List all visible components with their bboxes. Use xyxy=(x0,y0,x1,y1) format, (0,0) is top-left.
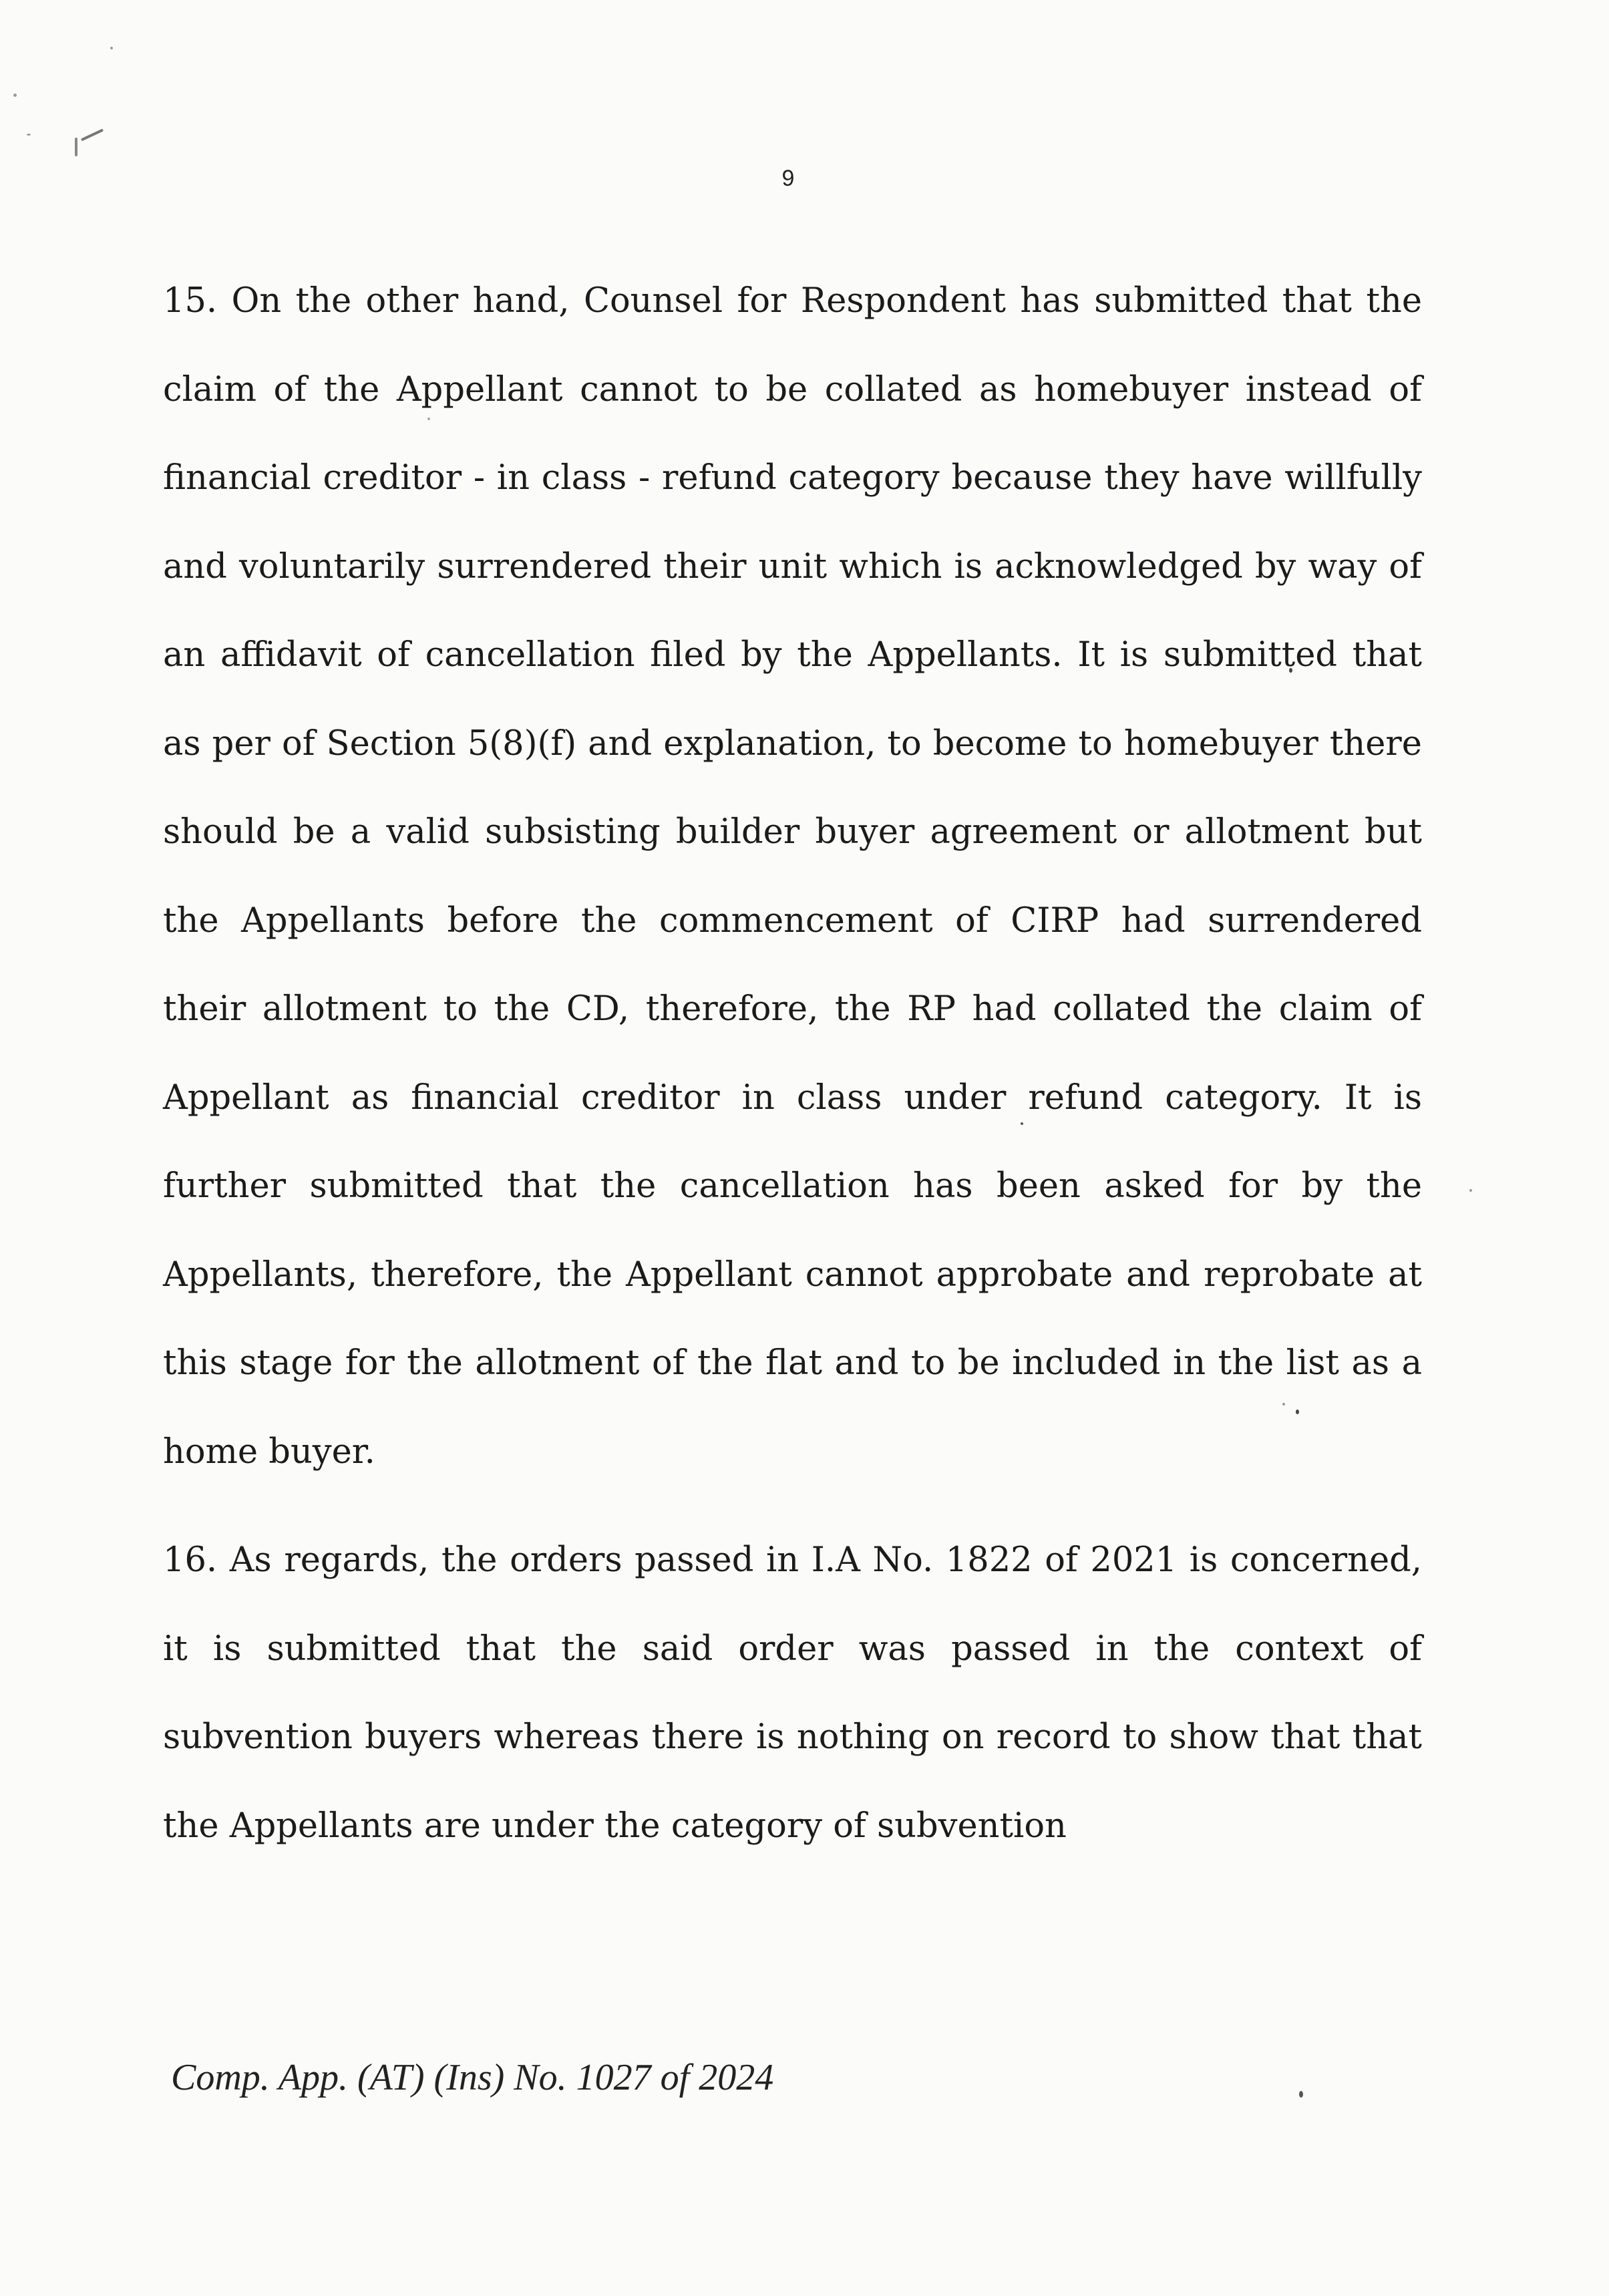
scan-mark xyxy=(1469,1189,1472,1192)
scan-mark xyxy=(75,138,77,156)
scan-mark xyxy=(1299,2091,1303,2098)
scan-mark xyxy=(13,94,17,97)
scan-mark xyxy=(27,134,31,136)
page-number: 9 xyxy=(781,166,795,191)
paragraph-15: 15. On the other hand, Counsel for Respondent has submitted that the claim of the Appellant cannot to be collated as homebuyer instead of financial creditor - in class - refund category because they have willfully and voluntarily surrendered their unit which is acknowledged by way of an affidavit of cancellation filed by the Appellants. It is submitted that as per of Section 5(8)(f) and explanation, to become to homebuyer there should be a valid subsisting builder buyer agreement or allotment but the Appellants before the commencement of CIRP had surrendered their allotment to the CD, therefore, the RP had collated the claim of Appellant as financial creditor in class under refund category. It is further submitted that the cancellation has been asked for by the Appellants, therefore, the Appellant cannot approbate and reprobate at this stage for the allotment of the flat and to be included in the list as a home buyer. xyxy=(163,281,1422,1472)
case-number-footer: Comp. App. (AT) (Ins) No. 1027 of 2024 xyxy=(171,2057,774,2098)
paragraph-16: 16. As regards, the orders passed in I.A No. 1822 of 2021 is concerned, it is submitted that the said order was passed in the context of subvention buyers whereas there is nothing on record to show that that the Appellants are under the category of subvention xyxy=(163,1540,1422,1846)
scan-mark xyxy=(110,47,113,49)
document-body xyxy=(163,257,1422,1870)
scan-mark xyxy=(81,129,104,142)
